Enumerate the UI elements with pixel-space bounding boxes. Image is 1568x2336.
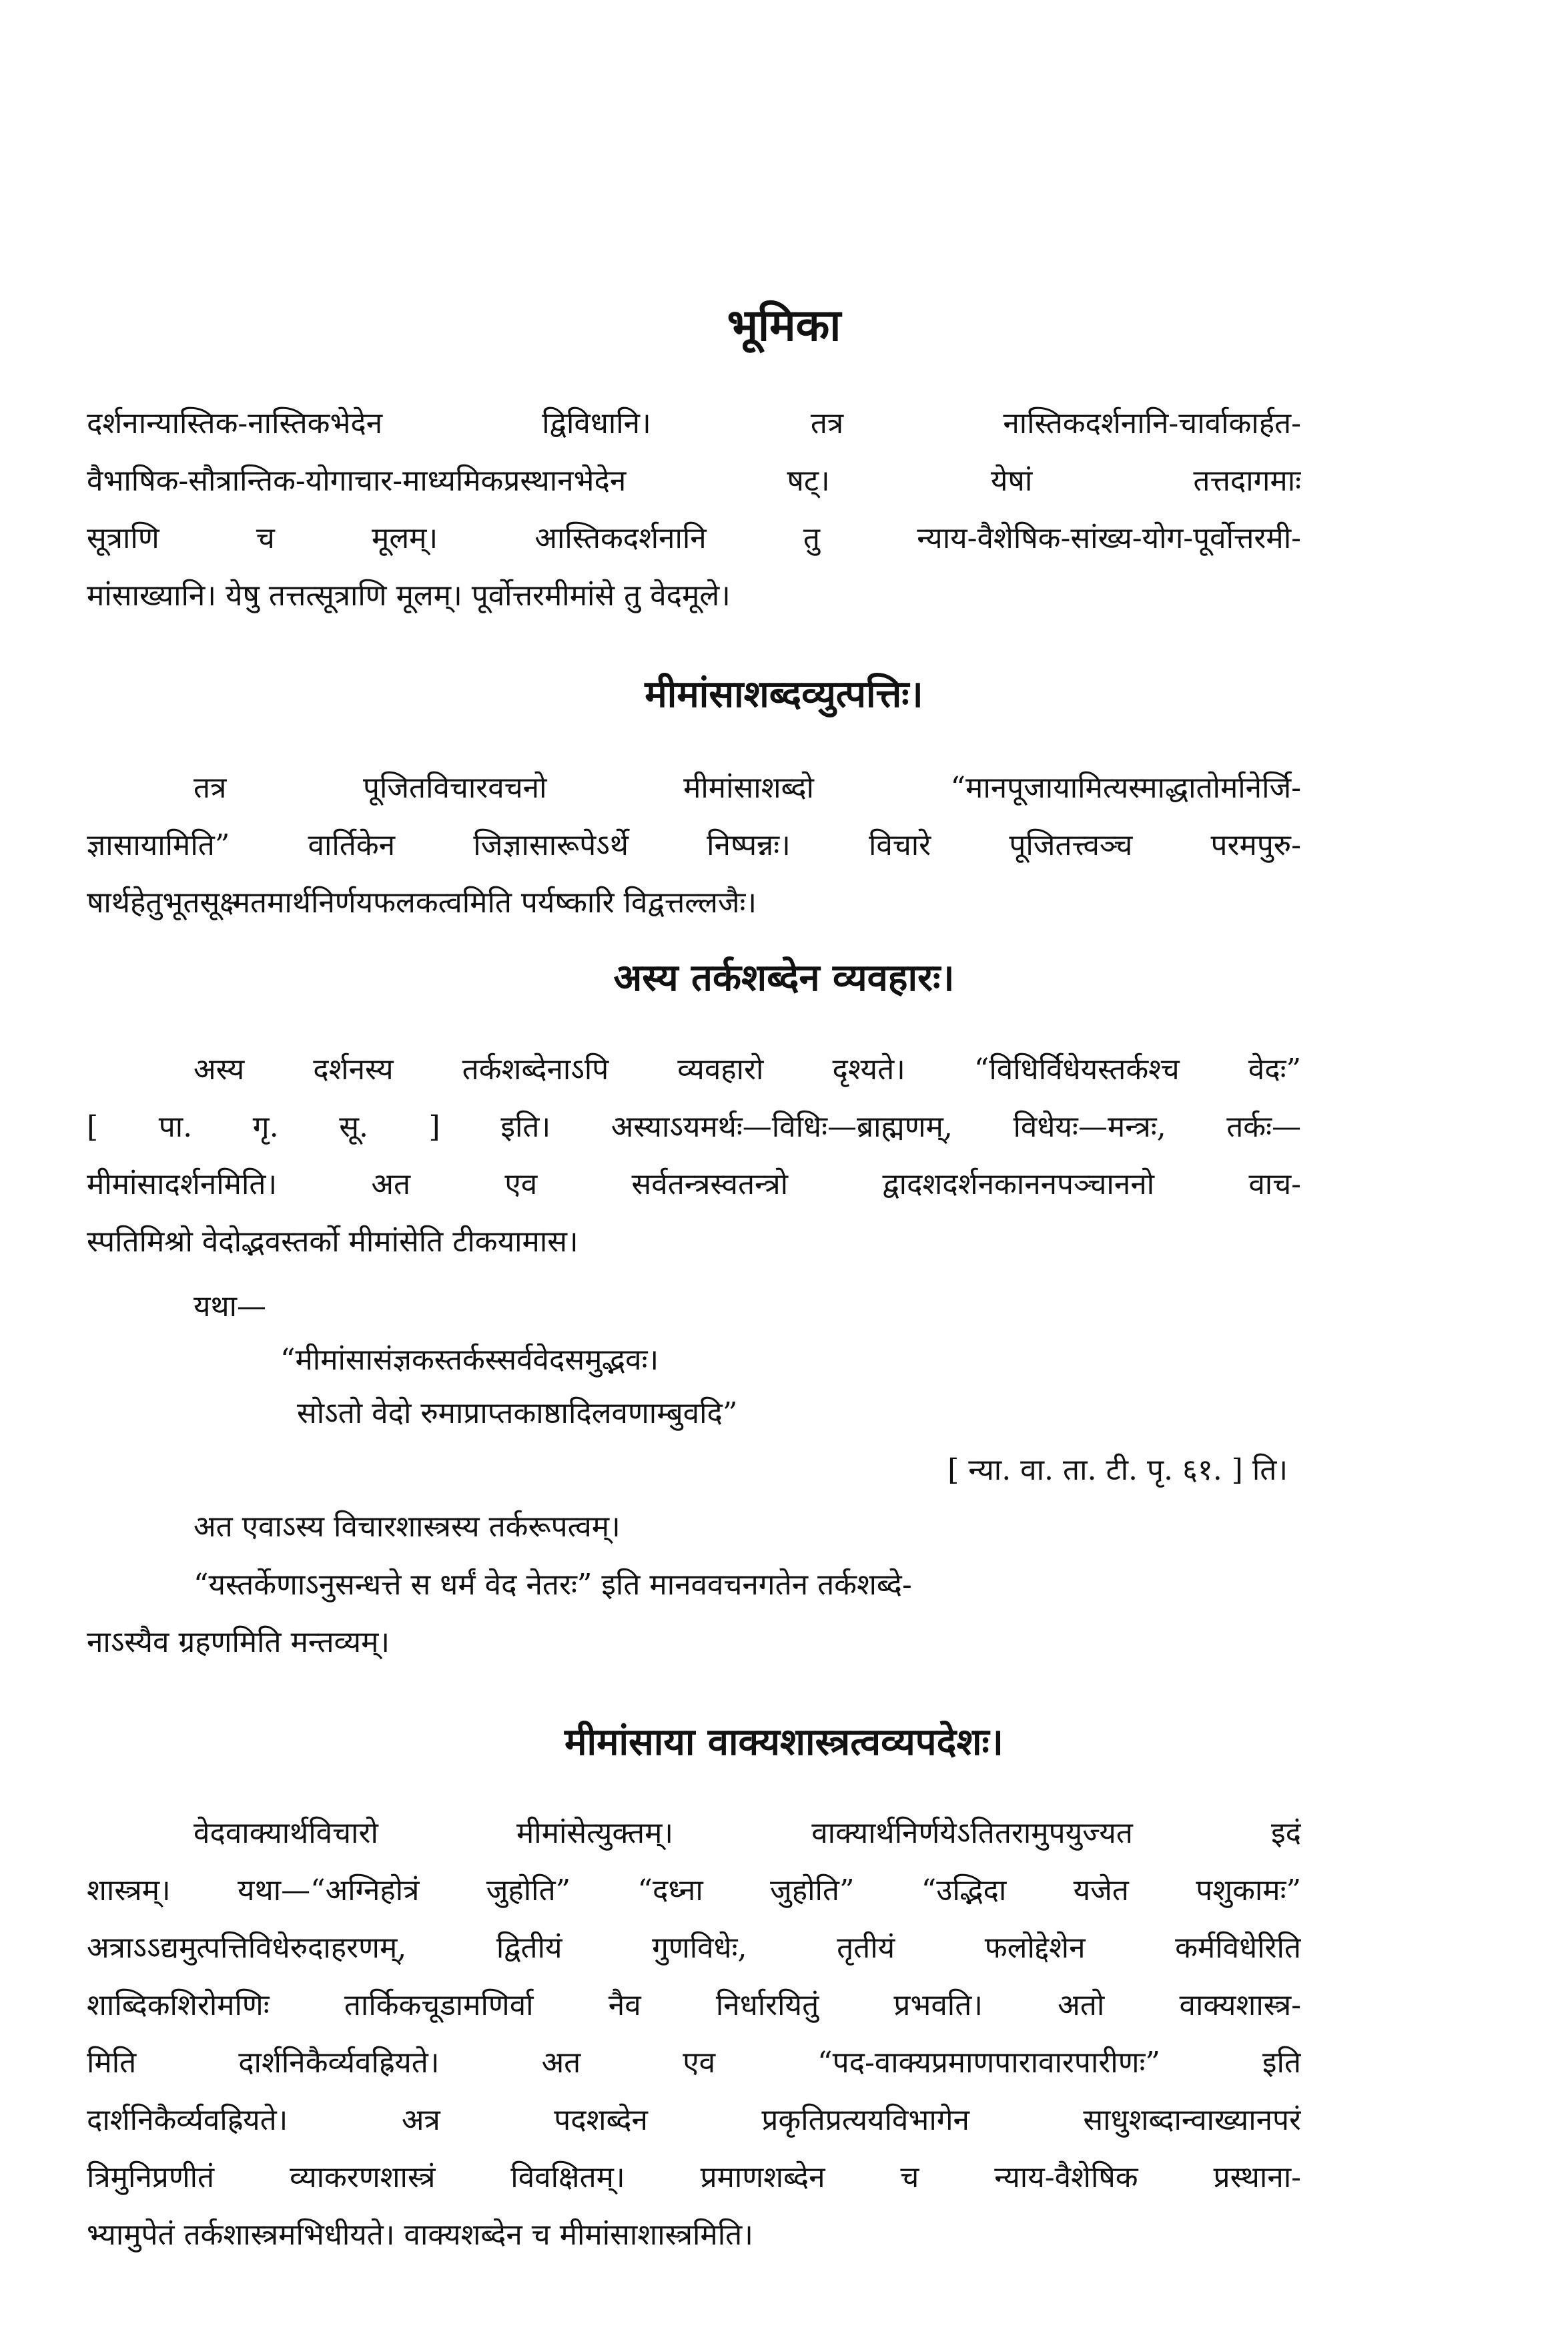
section3-heading: मीमांसाया वाक्यशास्त्रत्वव्यपदेशः।: [564, 1720, 1004, 1764]
section2-line: [ पा. गृ. सू. ] इति। अस्याऽयमर्थः—विधिः—ब्राह्मणम्, विधेयः—मन्त्रः, तर्कः—: [87, 1110, 1301, 1144]
section3-paragraph: [87, 1805, 1301, 2264]
verse-line: “मीमांसासंज्ञकस्तर्कस्सर्ववेदसमुद्भवः।: [280, 1343, 659, 1377]
intro-line: वैभाषिक-सौत्रान्तिक-योगाचार-माध्यमिकप्रस्थानभेदेन षट्। येषां तत्तदागमाः: [87, 464, 1301, 498]
manu-quote-line: नाऽस्यैव ग्रहणमिति मन्तव्यम्।: [87, 1625, 390, 1659]
section3-line: त्रिमुनिप्रणीतं व्याकरणशास्त्रं विवक्षितम्। प्रमाणशब्देन च न्याय-वैशेषिक प्रस्थाना-: [87, 2160, 1301, 2195]
section1-paragraph: [87, 760, 1301, 932]
section3-line: शाब्दिकशिरोमणिः तार्किकचूडामणिर्वा नैव निर्धारयितुं प्रभवति। अतो वाक्यशास्त्र-: [87, 1988, 1301, 2022]
ata-line: अत एवाऽस्य विचारशास्त्रस्य तर्करूपत्वम्।: [193, 1510, 621, 1544]
section1-line: षार्थहेतुभूतसूक्ष्मतमार्थनिर्णयफलकत्वमिति पर्यष्कारि विद्वत्तल्लजैः।: [87, 886, 757, 920]
verse-line: सोऽतो वेदो रुमाप्राप्तकाष्ठादिलवणाम्बुवदि”: [297, 1396, 738, 1430]
section2-line: मीमांसादर्शनमिति। अत एव सर्वतन्त्रस्वतन्त्रो द्वादशदर्शनकाननपञ्चाननो वाच-: [87, 1167, 1301, 1201]
section1-line: तत्र पूजितविचारवचनो मीमांसाशब्दो “मानपूजायामित्यस्माद्धातोर्मानेर्जि-: [193, 771, 1301, 805]
intro-line: मांसाख्यानि। येषु तत्तत्सूत्राणि मूलम्। पूर्वोत्तरमीमांसे तु वेदमूले।: [87, 579, 731, 613]
yatha-label: यथा—: [193, 1289, 267, 1324]
section2-paragraph: [87, 1041, 1301, 1271]
section1-line: ज्ञासायामिति” वार्तिकेन जिज्ञासारूपेऽर्थे निष्पन्नः। विचारे पूजितत्त्वञ्च परमपुरु-: [87, 828, 1301, 862]
section2-heading: अस्य तर्कशब्देन व्यवहारः।: [613, 956, 955, 1000]
section3-line: दार्शनिकैर्व्यवह्रियते। अत्र पदशब्देन प्रकृतिप्रत्ययविभागेन साधुशब्दान्वाख्यानपरं: [87, 2103, 1301, 2137]
section3-line: वेदवाक्यार्थविचारो मीमांसेत्युक्तम्। वाक्यार्थनिर्णयेऽतितरामुपयुज्यत इदं: [193, 1816, 1301, 1850]
section3-line: भ्यामुपेतं तर्कशास्त्रमभिधीयते। वाक्यशब्देन च मीमांसाशास्त्रमिति।: [87, 2218, 753, 2252]
intro-line: सूत्राणि च मूलम्। आस्तिकदर्शनानि तु न्याय-वैशेषिक-सांख्य-योग-पूर्वोत्तरमी-: [87, 521, 1301, 555]
intro-paragraph: [87, 395, 1301, 625]
verse-citation: [ न्या. वा. ता. टी. पृ. ६१. ] ति।: [947, 1453, 1288, 1487]
section3-line: मिति दार्शनिकैर्व्यवह्रियते। अत एव “पद-वाक्यप्रमाणपारावारपारीणः” इति: [87, 2046, 1301, 2080]
section2-line: अस्य दर्शनस्य तर्कशब्देनाऽपि व्यवहारो दृश्यते। “विधिर्विधेयस्तर्कश्च वेदः”: [193, 1053, 1301, 1087]
section2-line: स्पतिमिश्रो वेदोद्भवस्तर्को मीमांसेति टीकयामास।: [87, 1225, 578, 1259]
intro-line: दर्शनान्यास्तिक-नास्तिकभेदेन द्विविधानि। तत्र नास्तिकदर्शनानि-चार्वाकार्हत-: [87, 406, 1301, 441]
section3-line: अत्राऽऽद्यमुत्पत्तिविधेरुदाहरणम्, द्वितीयं गुणविधेः, तृतीयं फलोद्देशेन कर्मविधेरिति: [87, 1931, 1301, 1965]
section3-line: शास्त्रम्। यथा—“अग्निहोत्रं जुहोति” “दध्ना जुहोति” “उद्भिदा यजेत पशुकामः”: [87, 1873, 1301, 1908]
page-title: भूमिका: [727, 299, 841, 351]
section1-heading: मीमांसाशब्दव्युत्पत्तिः।: [645, 672, 923, 716]
manu-quote-line: “यस्तर्केणाऽनुसन्धत्ते स धर्मं वेद नेतरः” इति मानववचनगतेन तर्कशब्दे-: [193, 1568, 912, 1602]
